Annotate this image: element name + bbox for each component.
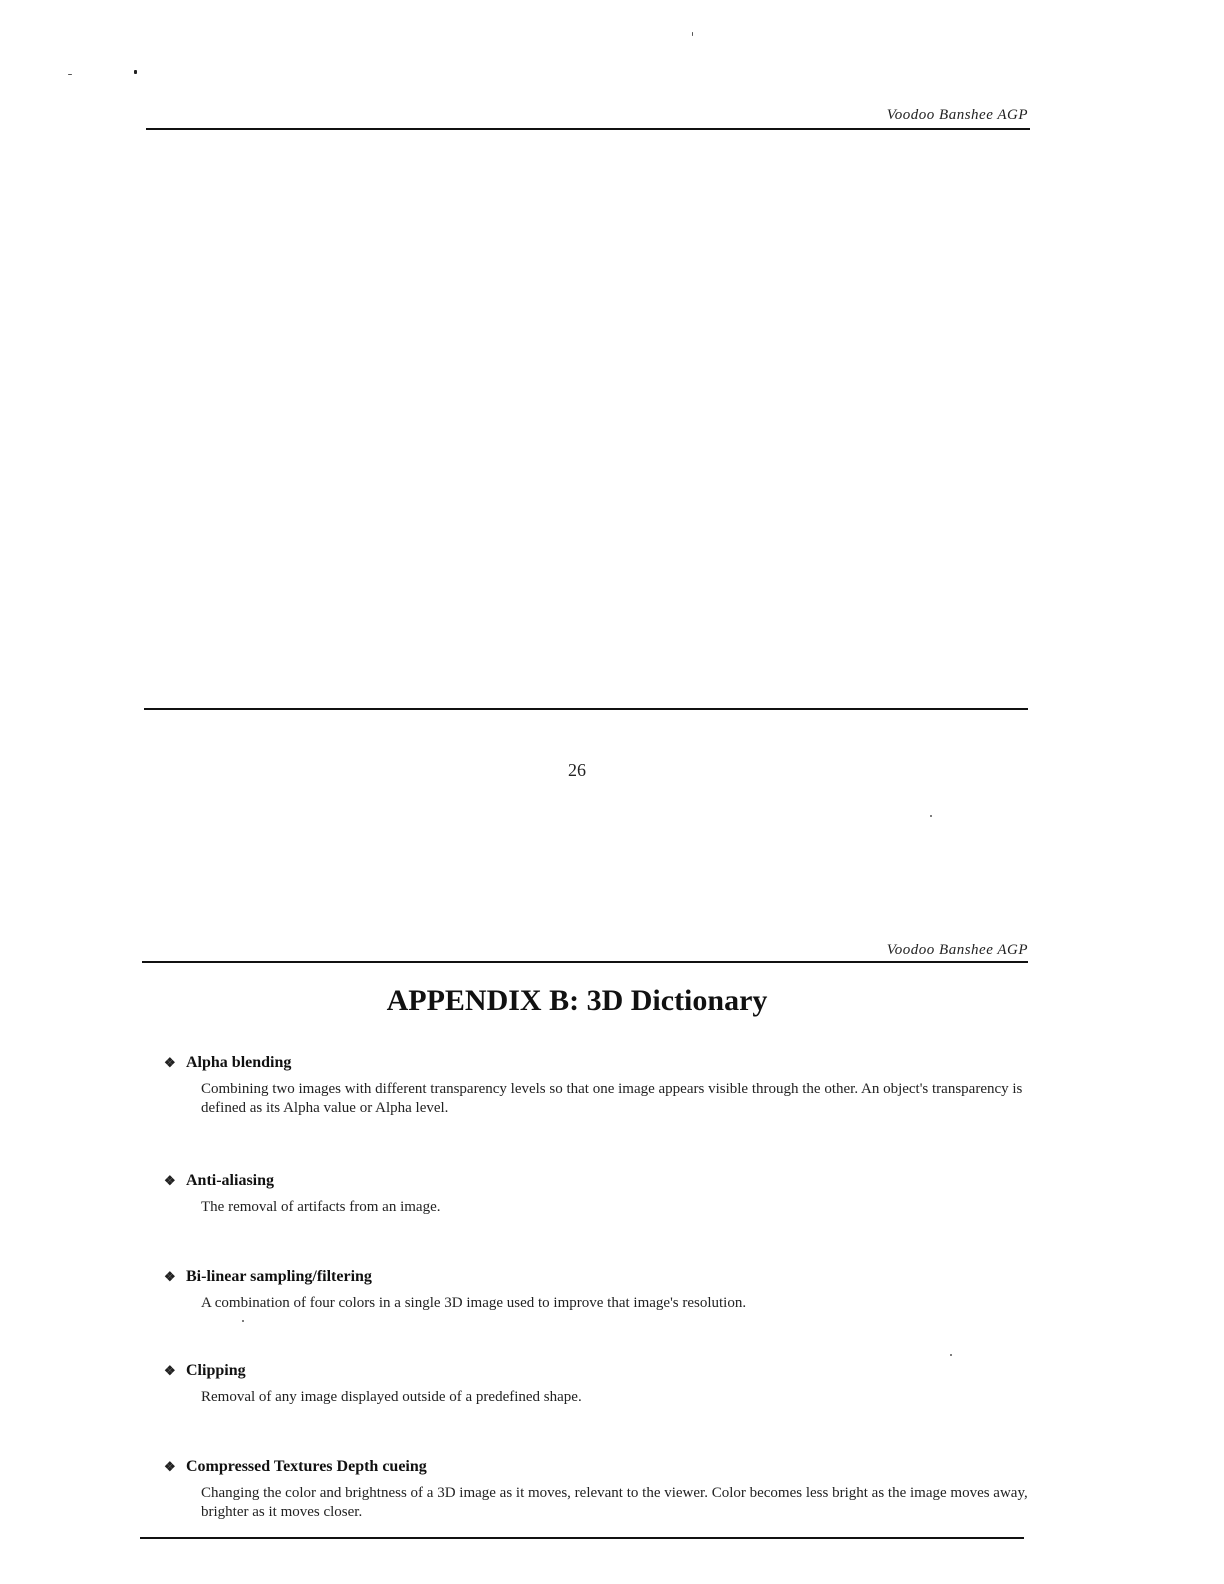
scan-speck: [134, 70, 137, 74]
entry-term: Alpha blending: [186, 1054, 292, 1071]
diamond-bullet-icon: ❖: [164, 1173, 176, 1188]
top-running-header: Voodoo Banshee AGP: [886, 107, 1028, 123]
diamond-bullet-icon: ❖: [164, 1459, 176, 1474]
scan-speck: [692, 32, 693, 36]
entry-definition: The removal of artifacts from an image.: [201, 1199, 441, 1215]
dictionary-entries: [164, 1052, 1034, 1522]
entry-compressed-textures-depth-cueing: [164, 1456, 1034, 1522]
entry-term: Compressed Textures Depth cueing: [186, 1458, 427, 1475]
diamond-bullet-icon: ❖: [164, 1269, 176, 1284]
scan-speck: [68, 74, 72, 75]
top-footer-rule: [144, 708, 1028, 710]
bottom-footer-rule: [140, 1537, 1024, 1539]
bottom-header-rule: [142, 961, 1028, 963]
entry-clipping: [164, 1360, 1034, 1456]
diamond-bullet-icon: ❖: [164, 1363, 176, 1378]
entry-bi-linear-sampling: [164, 1266, 1034, 1360]
diamond-bullet-icon: ❖: [164, 1055, 176, 1070]
entry-definition: Removal of any image displayed outside of a predefined shape.: [201, 1389, 582, 1405]
bottom-running-header: Voodoo Banshee AGP: [886, 942, 1028, 958]
entry-alpha-blending: [164, 1052, 1034, 1170]
entry-term: Bi-linear sampling/filtering: [186, 1268, 372, 1285]
entry-anti-aliasing: [164, 1170, 1034, 1266]
scan-speck: [930, 815, 932, 817]
appendix-title: APPENDIX B: 3D Dictionary: [386, 984, 768, 1017]
entry-definition: A combination of four colors in a single 3D image used to improve that image's resolution.: [201, 1295, 747, 1311]
page-number: 26: [568, 760, 586, 780]
entry-term: Clipping: [186, 1362, 246, 1379]
entry-definition: Changing the color and brightness of a 3D image as it moves, relevant to the viewer. Color becomes less bright as the image moves away, brighter as it moves closer.: [201, 1485, 1028, 1520]
top-header-rule: [146, 128, 1030, 130]
entry-definition: Combining two images with different transparency levels so that one image appears visible through the other. An object's transparency is defined as its Alpha value or Alpha level.: [201, 1081, 1023, 1116]
entry-term: Anti-aliasing: [186, 1172, 275, 1189]
